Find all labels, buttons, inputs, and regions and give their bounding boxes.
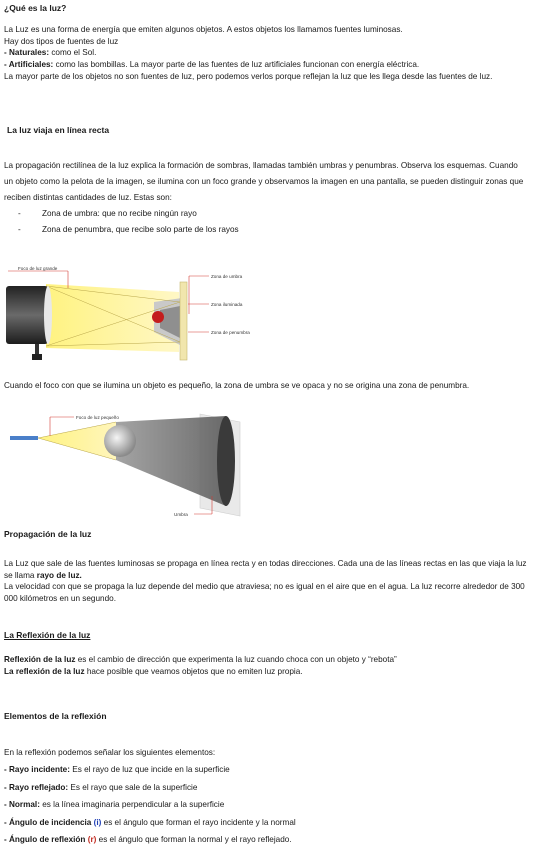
section-title: La luz viaja en línea recta [7,125,110,135]
definition: es el ángulo que forman el rayo incidente y la normal [101,817,296,827]
section-propagation [4,528,529,605]
paragraph [4,666,529,678]
paragraph: Hay dos tipos de fuentes de luz [4,36,119,46]
large-light-source-diagram [4,262,264,372]
umbra-label: Zona de umbra [211,274,243,279]
term: - Ángulo de incidencia [4,817,92,827]
paragraph: La mayor parte de los objetos no son fuentes de luz, pero podemos verlos porque reflejan la luz que les llega desde las fuentes de luz. [4,71,493,81]
paragraph [4,558,529,581]
list-item: - Zona de umbra: que no recibe ningún rayo [18,206,529,222]
paragraph: En la reflexión podemos señalar los siguientes elementos: [4,748,216,757]
list-item [4,761,529,778]
section-title: Propagación de la luz [4,529,92,539]
small-source-label: Foco de luz pequeño [76,415,119,420]
section-straight-line [4,124,529,136]
term: Reflexión de la luz [4,655,76,665]
term: - Rayo incidente: [4,765,70,775]
list-item [4,796,529,813]
definition: como el Sol. [49,48,97,58]
definition: es el ángulo que forman la normal y el rayo reflejado. [96,834,292,844]
small-source-paragraph [4,378,529,394]
section-title: ¿Qué es la luz? [4,3,67,13]
screen [180,282,187,360]
definition: Es el rayo que sale de la superficie [68,782,198,792]
list-item [4,831,529,848]
shadow-zones-list [4,206,529,238]
term: - Naturales: [4,48,50,58]
definition: como las bombillas. La mayor parte de las fuentes de luz artificiales funcionan con energía eléctrica. [53,59,420,69]
umbra-shadow [217,416,235,506]
term: - Normal: [4,800,40,810]
sphere [104,425,136,457]
angle-symbol-r: (r) [87,834,97,844]
term: La reflexión de la luz [4,666,85,676]
large-source-label: Foco de luz grande [18,266,58,271]
umbra-label: Umbra [174,512,188,517]
paragraph: La propagación rectilínea de la luz explica la formación de sombras, llamadas también umbras y penumbras. Observa los esquemas. Cuando un objeto como la pelota de la imagen, se ilumina con un foco grande y observamos la imagen en una pantalla, se pueden distinguir zonas que reciben distintas cantidades de luz. Estas son: [4,161,524,202]
section-title: La Reflexión de la luz [4,630,91,640]
section-what-is-light [4,2,529,82]
small-light-source-diagram [4,408,244,520]
list-item-naturales [4,47,529,59]
penumbra-label: Zona de penumbra [211,330,250,335]
text: hace posible que veamos objetos que no emiten luz propia. [84,666,303,676]
large-lamp [6,286,48,344]
small-lamp [10,436,38,440]
text: La Luz que sale de las fuentes luminosas se propaga en línea recta y en todas direcciones. Cada una de las líneas rectas en las que viaja la luz se llama [4,559,527,580]
section-reflection-elements [4,710,529,722]
reflection-elements-list [4,744,529,848]
angle-symbol-i: (i) [93,817,102,827]
paragraph: La velocidad con que se propaga la luz depende del medio que atraviesa; no es igual en el aire que en el agua. La luz recorre alrededor de 300 000 kilómetros en un segundo. [4,582,525,603]
definition: Es el rayo de luz que incide en la superficie [69,765,230,775]
term: rayo de luz. [36,570,82,580]
term: - Artificiales: [4,59,54,69]
ball [152,311,164,323]
lamp-lens [44,286,52,344]
paragraph: La Luz es una forma de energía que emiten algunos objetos. A estos objetos los llamamos fuentes luminosas. [4,25,403,35]
section-straight-line-body [4,158,529,238]
paragraph [4,654,529,666]
list-item [4,779,529,796]
list-item [4,814,529,831]
section-reflection [4,629,529,677]
text: es el cambio de dirección que experimenta la luz cuando choca con un objeto y “rebota” [75,655,397,665]
term: - Ángulo de reflexión [4,834,86,844]
umbra-cone [116,416,226,506]
definition: es la línea imaginaria perpendicular a la superficie [39,800,225,810]
section-title: Elementos de la reflexión [4,711,107,721]
list-item-artificiales [4,59,529,71]
list-item: - Zona de penumbra, que recibe solo parte de los rayos [18,222,529,238]
paragraph: Cuando el foco con que se ilumina un objeto es pequeño, la zona de umbra se ve opaca y no se origina una zona de penumbra. [4,381,470,390]
term: - Rayo reflejado: [4,782,69,792]
illuminated-label: Zona iluminada [211,302,243,307]
